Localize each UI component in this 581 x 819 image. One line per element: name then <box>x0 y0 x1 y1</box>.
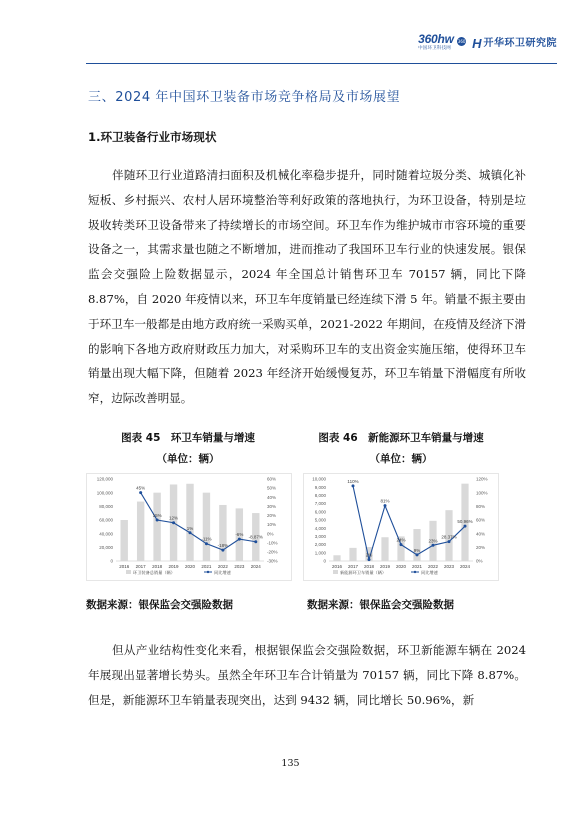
data-label: 9% <box>413 547 421 553</box>
legend-bar-swatch <box>126 570 131 574</box>
data-label: 81% <box>380 498 390 504</box>
y-left-tick-label: 7,000 <box>314 501 326 507</box>
data-label: 24% <box>396 537 406 543</box>
growth-point <box>384 504 387 507</box>
y-right-tick-label: 0% <box>267 531 274 537</box>
growth-point <box>352 484 355 487</box>
y-right-tick-label: 80% <box>476 503 486 509</box>
figure-46-caption: 图表 46 新能源环卫车销量与增速 <box>318 432 484 444</box>
bar <box>349 548 356 561</box>
growth-point <box>464 525 467 528</box>
data-label: 12% <box>169 515 179 521</box>
figure-45-caption: 图表 45 环卫车销量与增速 <box>121 432 255 444</box>
y-left-tick-label: 4,000 <box>314 525 326 531</box>
y-left-tick-label: 0 <box>110 558 113 564</box>
x-tick-label: 2016 <box>119 564 130 569</box>
figure-46-caption-block <box>306 428 496 470</box>
data-label: -8.87% <box>248 534 263 540</box>
y-left-tick-label: 2,000 <box>314 542 326 548</box>
growth-point <box>448 540 451 543</box>
360hw-logo-wordmark: 360hw <box>418 32 454 46</box>
x-tick-label: 2024 <box>459 564 471 569</box>
kaihua-logo <box>472 37 557 50</box>
y-right-tick-label: 20% <box>267 513 277 519</box>
legend-line-marker <box>207 571 209 573</box>
bar <box>137 502 144 561</box>
x-tick-label: 2021 <box>201 564 212 569</box>
growth-point <box>205 542 208 545</box>
legend-bar-label: 新能源环卫车销量（辆） <box>340 570 387 575</box>
figure-45-chart-svg <box>86 473 292 581</box>
data-label: 15% <box>152 513 162 518</box>
growth-point <box>172 521 175 524</box>
bar <box>333 555 340 561</box>
x-tick-label: 2022 <box>427 564 439 569</box>
body-paragraph-2: 但从产业结构性变化来看，根据银保监会交强险数据，环卫新能源车辆在 2024 年展现出显著增长势头。虽然全年环卫车合计销量为 70157 辆，同比下降 8.87%。但是，新能源环卫车销量表现突出，达到 9432 辆，同比增长 50.96%，新 <box>88 643 526 707</box>
growth-point <box>432 544 435 547</box>
y-left-tick-label: 5,000 <box>314 517 326 523</box>
bar <box>381 537 388 561</box>
header-divider <box>86 63 557 64</box>
figure-45-unit: （单位：辆） <box>156 453 220 465</box>
y-right-tick-label: 0% <box>476 558 483 564</box>
x-tick-label: 2024 <box>250 564 261 569</box>
legend-line-marker <box>414 571 416 573</box>
bar <box>203 493 210 561</box>
y-right-tick-label: -30% <box>267 558 278 564</box>
data-label: 2% <box>365 552 373 558</box>
figure-46-chart <box>303 473 499 581</box>
y-left-tick-label: 1,000 <box>314 550 326 556</box>
figure-46-source: 数据来源：银保监会交强险数据 <box>307 599 454 611</box>
y-left-tick-label: 100,000 <box>96 490 113 496</box>
y-right-tick-label: 20% <box>476 544 486 550</box>
data-label: 28.37% <box>441 534 457 540</box>
legend-bar-label: 环卫装备总销量（辆） <box>133 570 175 575</box>
data-label: 110% <box>347 478 359 484</box>
figure-45-caption-block <box>86 428 290 470</box>
x-tick-label: 2020 <box>395 564 407 569</box>
figure-45-chart <box>86 473 292 581</box>
bar <box>121 520 128 561</box>
y-right-tick-label: -10% <box>267 540 278 546</box>
y-left-tick-label: 20,000 <box>99 544 113 550</box>
x-tick-label: 2020 <box>184 564 196 569</box>
y-left-tick-label: 3,000 <box>314 534 326 539</box>
page-number: 135 <box>281 758 300 769</box>
kaihua-logo-mark: H <box>472 36 482 51</box>
x-tick-label: 2019 <box>168 564 179 569</box>
y-left-tick-label: 60,000 <box>99 517 113 523</box>
figure-46-chart-svg <box>303 473 499 581</box>
y-left-tick-label: 120,000 <box>96 476 113 482</box>
x-tick-label: 2023 <box>234 564 245 569</box>
page-header <box>418 33 557 63</box>
y-left-tick-label: 6,000 <box>314 509 326 515</box>
x-tick-label: 2018 <box>152 564 163 569</box>
y-left-tick-label: 80,000 <box>99 503 113 509</box>
360hw-logo-subtitle: 中国环卫科技网 <box>418 46 452 51</box>
body-paragraph-1: 伴随环卫行业道路清扫面积及机械化率稳步提升，同时随着垃圾分类、城镇化补短板、乡村振兴、农村人居环境整治等利好政策的落地执行，为环卫设备，特别是垃圾收转类环卫设备带来了持续增长的市场空间。环卫车作为维护城市市容环境的重要设备之一，其需求量也随之不断增加，进而推动了我国环卫车行业的快速发展。银保监会交强险上险数据显示，2024 年全国总计销售环卫车 70157 辆，同比下降 8.87%，自 2020 年疫情以来，环卫车年度销量已经连续下滑 5 年。销量不振主要由于环卫车一般都是由地方政府统一采购买单，2021-2022 年期间，在疫情及经济下滑的影响下各地方政府财政压力加大，对采购环卫车的支出资金实施压缩，使得环卫车销量出现大幅下降，但随着 2023 年经济开始缓慢复苏，环卫车销量下滑幅度有所收窄，边际改善明显。 <box>88 168 526 406</box>
growth-point <box>400 543 403 546</box>
data-label: 23% <box>428 538 438 544</box>
x-tick-label: 2019 <box>379 564 391 569</box>
x-tick-label: 2017 <box>347 564 359 569</box>
growth-point <box>156 519 159 522</box>
x-tick-label: 2021 <box>411 564 423 569</box>
legend-line-label: 同比增速 <box>421 570 438 575</box>
x-tick-label: 2017 <box>135 564 146 569</box>
bar <box>219 505 226 561</box>
y-right-tick-label: 60% <box>267 476 277 482</box>
legend-line-label: 同比增速 <box>214 570 231 575</box>
data-label: 1% <box>186 525 194 531</box>
y-right-tick-label: 30% <box>267 503 277 509</box>
growth-point <box>238 538 241 541</box>
bar <box>186 484 193 561</box>
y-right-tick-label: 100% <box>476 490 488 496</box>
figure-46-unit: （单位：辆） <box>369 453 433 465</box>
growth-point <box>139 491 142 494</box>
data-label: -6% <box>235 532 244 538</box>
y-right-tick-label: 50% <box>267 485 277 491</box>
data-label: 50.96% <box>457 519 473 525</box>
360hw-logo-badge: 360 <box>457 39 466 44</box>
360hw-logo <box>418 33 466 55</box>
growth-point <box>189 531 192 534</box>
y-right-tick-label: 60% <box>476 517 486 523</box>
data-label: -11% <box>201 536 212 542</box>
x-tick-label: 2022 <box>217 564 228 569</box>
y-left-tick-label: 40,000 <box>99 531 113 537</box>
y-right-tick-label: 10% <box>267 522 277 528</box>
growth-point <box>254 540 257 543</box>
y-left-tick-label: 8,000 <box>314 493 326 498</box>
x-tick-label: 2016 <box>331 564 343 569</box>
y-right-tick-label: 40% <box>267 494 277 500</box>
growth-point <box>221 549 224 552</box>
y-left-tick-label: 9,000 <box>314 484 326 490</box>
legend-bar-swatch <box>333 570 338 574</box>
y-right-tick-label: -20% <box>267 549 278 555</box>
x-tick-label: 2023 <box>443 564 455 569</box>
subsection-title: 1.环卫装备行业市场现状 <box>88 130 217 144</box>
kaihua-logo-text: 开华环卫研究院 <box>483 38 557 49</box>
x-tick-label: 2018 <box>363 564 375 569</box>
data-label: -18% <box>217 543 229 549</box>
growth-point <box>416 553 419 556</box>
y-left-tick-label: 0 <box>323 558 326 564</box>
growth-point <box>368 558 371 561</box>
y-right-tick-label: 40% <box>476 531 486 537</box>
figure-45-source: 数据来源：银保监会交强险数据 <box>86 599 233 611</box>
y-left-tick-label: 10,000 <box>312 476 326 482</box>
bar <box>153 493 160 561</box>
data-label: 45% <box>136 485 146 491</box>
section-title: 三、2024 年中国环卫装备市场竞争格局及市场展望 <box>88 90 401 105</box>
y-right-tick-label: 120% <box>476 476 488 482</box>
